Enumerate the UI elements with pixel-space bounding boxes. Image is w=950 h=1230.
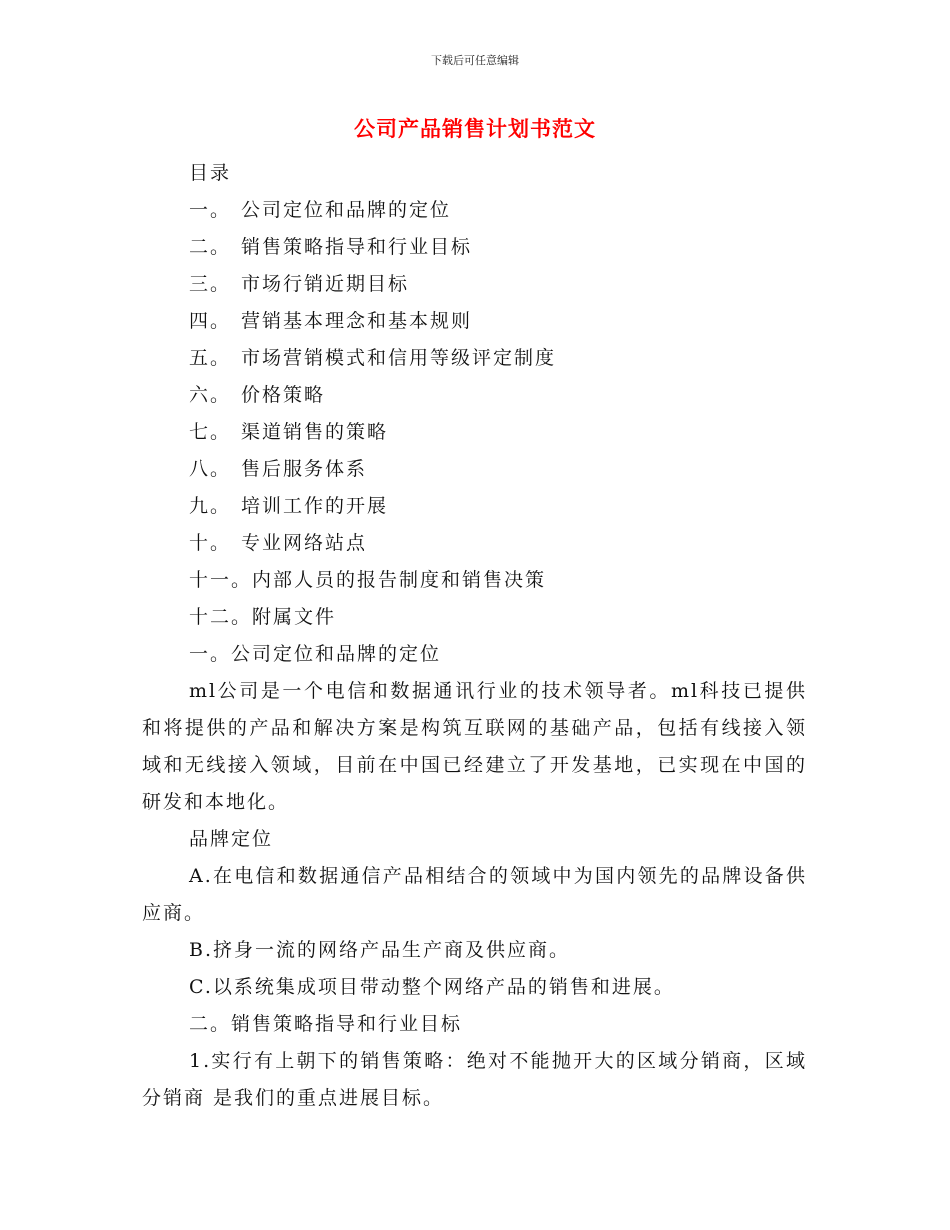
toc-item-text: 十二。附属文件 — [189, 606, 337, 628]
toc-item — [142, 377, 807, 414]
header-note: 下载后可任意编辑 — [431, 54, 519, 67]
toc-item-text: 渠道销售的策略 — [241, 421, 389, 443]
toc-item-number: 一。 — [189, 199, 232, 221]
toc-item — [142, 229, 807, 266]
toc-item-text: 销售策略指导和行业目标 — [241, 236, 473, 258]
toc-item-number: 二。 — [189, 236, 232, 258]
toc-heading: 目录 — [189, 162, 232, 184]
toc-item — [142, 192, 807, 229]
toc-item-text: 十一。内部人员的报告制度和销售决策 — [189, 569, 547, 591]
toc-item-text: 市场行销近期目标 — [241, 273, 410, 295]
toc-item-text: 市场营销模式和信用等级评定制度 — [241, 347, 557, 369]
document-body — [142, 155, 807, 1117]
document-title: 公司产品销售计划书范文 — [354, 117, 596, 141]
toc-item — [142, 488, 807, 525]
section-heading: 一。公司定位和品牌的定位 — [189, 643, 442, 665]
toc-item-number: 四。 — [189, 310, 232, 332]
paragraph: A.在电信和数据通信产品相结合的领域中为国内领先的品牌设备供应商。 — [142, 865, 807, 924]
toc-item-number: 五。 — [189, 347, 232, 369]
toc-item — [142, 525, 807, 562]
toc-item — [142, 340, 807, 377]
toc-item-number: 六。 — [189, 384, 232, 406]
paragraph: B.挤身一流的网络产品生产商及供应商。 — [189, 939, 571, 961]
toc-item-number: 八。 — [189, 458, 232, 480]
toc-item-number: 十。 — [189, 532, 232, 554]
subsection-heading: 品牌定位 — [189, 828, 274, 850]
toc-item — [142, 562, 807, 599]
toc-item-text: 培训工作的开展 — [241, 495, 389, 517]
paragraph: 1.实行有上朝下的销售策略：绝对不能抛开大的区域分销商，区域分销商 是我们的重点进展目标。 — [142, 1050, 807, 1109]
toc-item-number: 三。 — [189, 273, 232, 295]
toc-item — [142, 599, 807, 636]
toc-item — [142, 266, 807, 303]
paragraph: ml公司是一个电信和数据通讯行业的技术领导者。ml科技已提供和将提供的产品和解决方案是构筑互联网的基础产品，包括有线接入领域和无线接入领域，目前在中国已经建立了开发基地，已实现在中国的研发和本地化。 — [142, 680, 807, 813]
toc-item — [142, 451, 807, 488]
toc-item-text: 价格策略 — [241, 384, 326, 406]
toc-item-number: 九。 — [189, 495, 232, 517]
section-heading: 二。销售策略指导和行业目标 — [189, 1013, 463, 1035]
toc-item — [142, 303, 807, 340]
toc-item-text: 公司定位和品牌的定位 — [241, 199, 452, 221]
paragraph: C.以系统集成项目带动整个网络产品的销售和进展。 — [189, 976, 675, 998]
toc-item-text: 营销基本理念和基本规则 — [241, 310, 473, 332]
toc-item-text: 售后服务体系 — [241, 458, 368, 480]
toc-item-text: 专业网络站点 — [241, 532, 368, 554]
toc-item-number: 七。 — [189, 421, 232, 443]
toc-item — [142, 414, 807, 451]
